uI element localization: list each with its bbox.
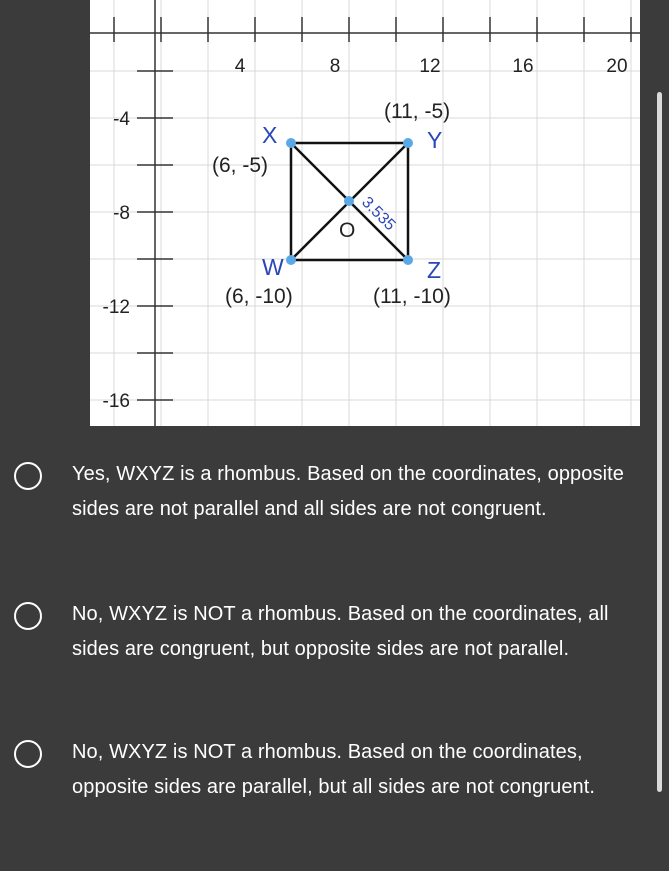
x-tick-label-8: 8 xyxy=(329,56,341,77)
scrollbar[interactable] xyxy=(657,92,662,792)
y-tick-label-neg4: -4 xyxy=(113,109,130,130)
point-x xyxy=(286,138,296,148)
grid-horizontal xyxy=(90,71,640,400)
radio-button-3[interactable] xyxy=(14,740,42,768)
x-tick-label-16: 16 xyxy=(512,56,534,77)
vertex-label-z: Z xyxy=(427,257,442,283)
y-tick-label-neg12: -12 xyxy=(102,297,130,318)
vertex-label-x: X xyxy=(262,122,278,148)
point-w xyxy=(286,255,296,265)
y-tick-label-neg16: -16 xyxy=(102,391,130,412)
y-tick-label-neg8: -8 xyxy=(113,203,130,224)
x-tick-label-12: 12 xyxy=(419,56,441,77)
diagonal-measure-label: 3.535 xyxy=(358,193,399,235)
x-tick-label-4: 4 xyxy=(234,56,246,77)
graph-svg xyxy=(90,0,640,426)
coord-label-y: (11, -5) xyxy=(384,100,451,123)
coord-label-x: (6, -5) xyxy=(212,154,269,177)
vertex-label-y: Y xyxy=(427,127,443,153)
coordinate-graph xyxy=(90,0,640,426)
coord-label-z: (11, -10) xyxy=(373,285,451,308)
radio-button-1[interactable] xyxy=(14,462,42,490)
x-tick-label-20: 20 xyxy=(606,56,628,77)
point-o xyxy=(344,196,354,206)
radio-button-2[interactable] xyxy=(14,602,42,630)
center-label-o: O xyxy=(339,219,356,242)
vertex-label-w: W xyxy=(262,254,284,280)
answer-option-3-text: No, WXYZ is NOT a rhombus. Based on the coordinates, opposite sides are parallel, but all sides are not congruent. xyxy=(72,741,596,798)
point-z xyxy=(403,255,413,265)
x-axis-ticks xyxy=(114,17,631,42)
answer-option-2-text: No, WXYZ is NOT a rhombus. Based on the coordinates, all sides are congruent, but opposite sides are not parallel. xyxy=(72,603,609,660)
point-y xyxy=(403,138,413,148)
coord-label-w: (6, -10) xyxy=(225,285,293,308)
answer-option-1-text: Yes, WXYZ is a rhombus. Based on the coordinates, opposite sides are not parallel and all sides are not congruent. xyxy=(72,463,625,520)
